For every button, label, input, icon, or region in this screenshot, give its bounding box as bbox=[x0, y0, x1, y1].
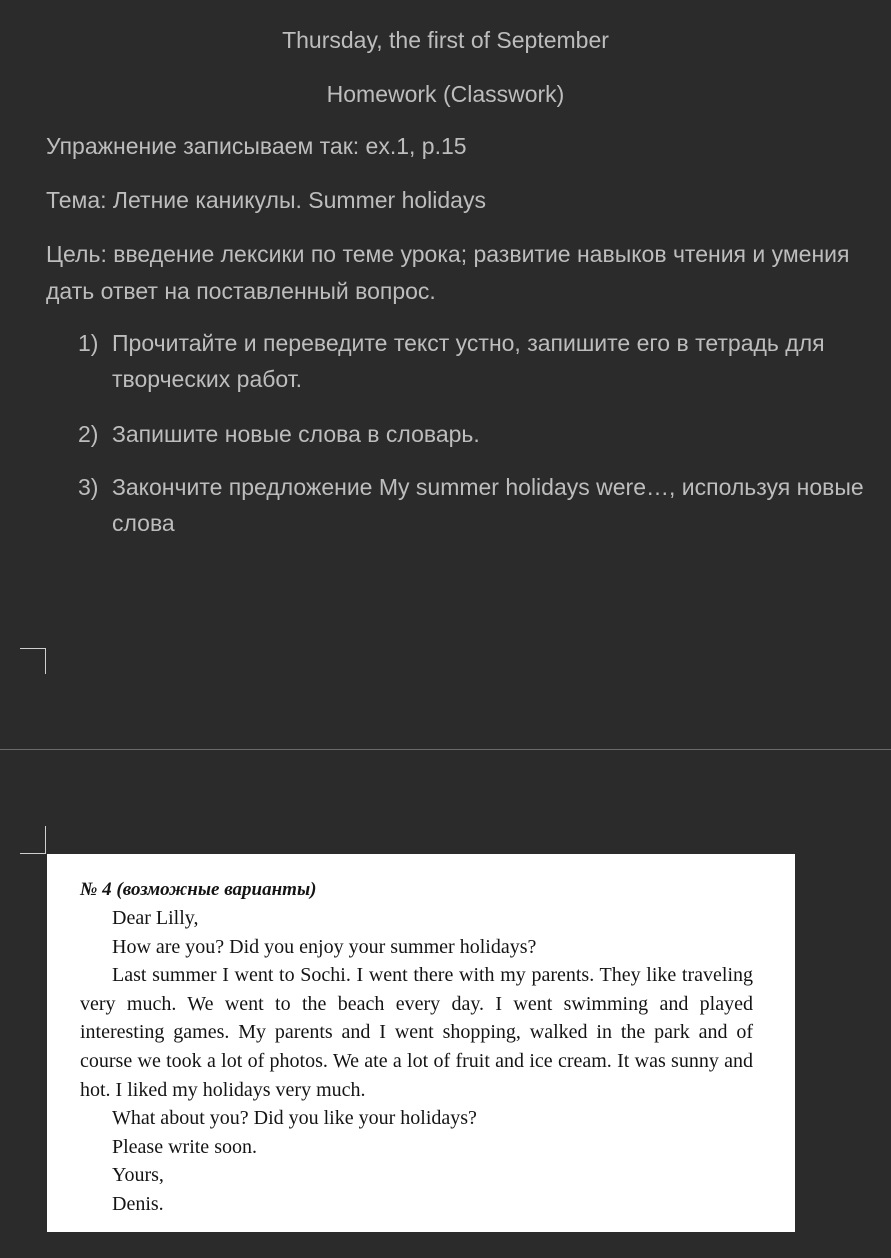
lesson-date: Thursday, the first of September bbox=[282, 27, 609, 53]
page-margin-corner-mark bbox=[20, 826, 46, 854]
letter-line: How are you? Did you enjoy your summer holidays? bbox=[112, 935, 537, 958]
letter-heading: № 4 (возможные варианты) bbox=[80, 879, 317, 900]
letter-greeting: Dear Lilly, bbox=[112, 907, 199, 929]
letter-body: Last summer I went to Sochi. I went there with my parents. They like traveling very much. We went to the beach every day. I went swimming and played interesting games. My parents and I went shopping, walked in the park and of course we took a lot of photos. We ate a lot of fruit and ice cream. It was sunny and hot. I liked my holidays very much. bbox=[80, 964, 753, 1101]
task-text: Прочитайте и переведите текст устно, запишите его в тетрадь для творческих работ. bbox=[112, 330, 825, 392]
letter-question: What about you? Did you like your holidays? bbox=[112, 1107, 477, 1130]
letter-signature: Denis. bbox=[112, 1192, 164, 1215]
task-number: 1) bbox=[78, 330, 99, 356]
lesson-type: Homework (Classwork) bbox=[326, 81, 565, 107]
task-item-1 bbox=[78, 325, 878, 397]
topic-line: Тема: Летние каникулы. Summer holidays bbox=[46, 187, 486, 213]
letter-request: Please write soon. bbox=[112, 1135, 257, 1158]
page-margin-corner-mark bbox=[20, 648, 46, 674]
task-number: 2) bbox=[78, 421, 99, 447]
task-item-2 bbox=[78, 416, 878, 452]
task-text: Запишите новые слова в словарь. bbox=[112, 421, 480, 447]
goal-paragraph: Цель: введение лексики по теме урока; развитие навыков чтения и умения дать ответ на поставленный вопрос. bbox=[46, 241, 850, 304]
letter-closing: Yours, bbox=[112, 1164, 164, 1187]
task-number: 3) bbox=[78, 474, 99, 500]
task-text: Закончите предложение My summer holidays were…, используя новые слова bbox=[112, 474, 864, 536]
page-break-divider bbox=[0, 749, 891, 750]
task-item-3 bbox=[78, 469, 878, 541]
exercise-format-line: Упражнение записываем так: ex.1, p.15 bbox=[46, 133, 467, 159]
scanned-letter-image bbox=[47, 854, 795, 1232]
